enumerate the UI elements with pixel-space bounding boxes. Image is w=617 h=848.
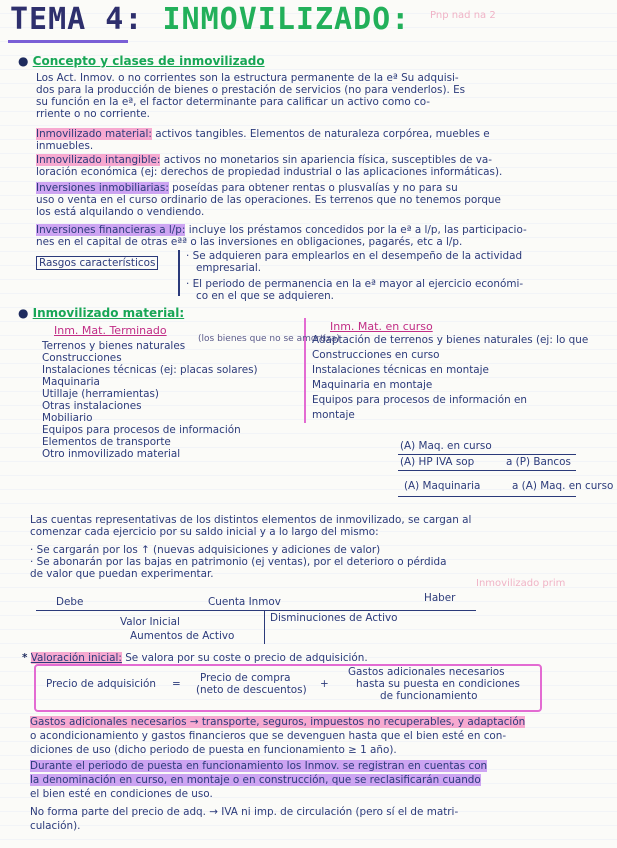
list-item: Instalaciones técnicas (ej: placas solares) — [42, 364, 258, 376]
brace — [178, 250, 180, 296]
text-line: inmuebles. — [36, 140, 94, 152]
section-heading: Inmovilizado material: — [32, 306, 185, 320]
section-valoracion — [22, 652, 368, 664]
highlight-text: Gastos adicionales necesarios → transporte, seguros, impuestos no recuperables, y adaptación — [30, 716, 526, 728]
text-line: culación). — [30, 820, 81, 832]
section-inmov-material — [18, 306, 184, 320]
entry-credit: a (P) Bancos — [506, 456, 571, 468]
section-heading: Valoración inicial: — [30, 652, 122, 664]
list-item: Construcciones — [42, 352, 122, 364]
list-item: Otro inmovilizado material — [42, 448, 181, 460]
asterisk-icon: * — [22, 652, 28, 664]
heading-text: Inm. Mat. en curso — [330, 320, 433, 333]
entry-rule — [398, 496, 576, 497]
formula-term: (neto de descuentos) — [196, 684, 307, 696]
bullet-icon: ● — [18, 54, 33, 68]
text-line: o acondicionamiento y gastos financieros que se devenguen hasta que el bien esté en con- — [30, 730, 507, 742]
definition-text: activos tangibles. Elementos de naturaleza corpórea, muebles e — [155, 128, 490, 140]
title-subject: INMOVILIZADO: — [162, 2, 411, 37]
entry-rule — [398, 454, 576, 455]
side-note: (los bienes que no se amortiza) — [198, 334, 340, 344]
text-line: comenzar cada ejercicio por su saldo inicial y a lo largo del mismo: — [30, 526, 379, 538]
formula-term: hasta su puesta en condiciones — [356, 678, 520, 690]
text-line — [30, 760, 487, 772]
haber-item: Disminuciones de Activo — [270, 612, 398, 624]
text-line: No forma parte del precio de adq. → IVA ni imp. de circulación (pero sí el de matri- — [30, 806, 459, 818]
formula-equals: = — [172, 678, 181, 690]
heading-text: Inm. Mat. Terminado — [54, 324, 167, 337]
formula-term: Precio de compra — [200, 672, 291, 684]
text-line: · Se adquieren para emplearlos en el desempeño de la actividad — [186, 250, 523, 262]
def-inversiones-financieras — [36, 224, 527, 236]
list-item: Instalaciones técnicas en montaje — [312, 364, 489, 376]
highlight-term: Inmovilizado intangible: — [36, 154, 161, 166]
list-item: Mobiliario — [42, 412, 93, 424]
list-item: montaje — [312, 409, 355, 421]
highlight-term: Inversiones inmobiliarias: — [36, 182, 169, 194]
formula-term: Gastos adicionales necesarios — [348, 666, 505, 678]
bleed-through-text: Pnp nad na 2 — [430, 10, 496, 21]
text-line: diciones de uso (dicho periodo de puesta en funcionamiento ≥ 1 año). — [30, 744, 397, 756]
list-item: Equipos para procesos de información en — [312, 394, 527, 406]
entry-debit: (A) Maquinaria — [404, 480, 481, 492]
highlight-text: la denominación en curso, en montaje o en construcción, que se reclasificarán cuando — [30, 774, 481, 786]
t-account-divider — [264, 610, 265, 644]
text-line: loración económica (ej: derechos de propiedad industrial o las aplicaciones informáticas). — [36, 166, 503, 178]
text-line: su función en la eª, el factor determinante para calificar un activo como co- — [36, 96, 431, 108]
highlight-term: Inmovilizado material: — [36, 128, 152, 140]
text-line: empresarial. — [196, 262, 262, 274]
def-inmov-intangible — [36, 154, 492, 166]
page-title — [10, 2, 410, 37]
text-line: · Se abonarán por las bajas en patrimonio (ej ventas), por el deterioro o pérdida — [30, 556, 447, 568]
text-line: de valor que puedan experimentar. — [30, 568, 214, 580]
title-topic: TEMA 4: — [10, 2, 144, 37]
list-item: Maquinaria — [42, 376, 100, 388]
text-line: nes en el capital de otras eªª o las inversiones en obligaciones, pagarés, etc a l/p. — [36, 236, 463, 248]
definition-text: poseídas para obtener rentas o plusvalías y no para su — [172, 182, 458, 194]
def-inversiones-inmobiliarias — [36, 182, 458, 194]
text-line — [30, 716, 525, 728]
list-item: Equipos para procesos de información — [42, 424, 241, 436]
bullet-icon: ● — [18, 306, 33, 320]
definition-text: activos no monetarios sin apariencia física, susceptibles de va- — [163, 154, 493, 166]
column-heading-terminado — [54, 324, 167, 337]
section-heading: Concepto y clases de inmovilizado — [32, 54, 265, 68]
entry-credit: a (A) Maq. en curso — [512, 480, 614, 492]
t-account-debe: Debe — [56, 596, 84, 608]
title-underline — [8, 40, 128, 43]
section-intro: Se valora por su coste o precio de adquisición. — [125, 652, 368, 664]
text-line: co en el que se adquieren. — [196, 290, 334, 302]
section-concepto — [18, 54, 265, 68]
text-line: dos para la producción de bienes o prestación de servicios (no para venderlos). Es — [36, 84, 466, 96]
t-account-name: Cuenta Inmov — [208, 596, 281, 608]
debe-item: Valor Inicial — [120, 616, 180, 628]
list-item: Utillaje (herramientas) — [42, 388, 159, 400]
text-line: el bien esté en condiciones de uso. — [30, 788, 213, 800]
text-line: uso o venta en el curso ordinario de las operaciones. Es terrenos que no tenemos porque — [36, 194, 501, 206]
highlight-text: Durante el periodo de puesta en funcionamiento los Inmov. se registran en cuentas con — [30, 760, 488, 772]
text-line: · Se cargarán por los ↑ (nuevas adquisiciones y adiciones de valor) — [30, 544, 381, 556]
list-item: Adaptación de terrenos y bienes naturales (ej: lo que — [312, 334, 589, 346]
entry-debit: (A) Maq. en curso — [400, 440, 492, 452]
text-line: · El periodo de permanencia en la eª mayor al ejercicio económi- — [186, 278, 524, 290]
text-line: Los Act. Inmov. o no corrientes son la estructura permanente de la eª Su adquisi- — [36, 72, 459, 84]
entry-debit: (A) HP IVA sop — [400, 456, 475, 468]
text-line: rriente o no corriente. — [36, 108, 150, 120]
t-account-haber: Haber — [424, 592, 456, 604]
formula-label: Precio de adquisición — [46, 678, 156, 690]
def-inmov-material — [36, 128, 490, 140]
entry-rule — [398, 470, 576, 471]
highlight-term: Inversiones financieras a l/p: — [36, 224, 186, 236]
debe-item: Aumentos de Activo — [130, 630, 235, 642]
list-item: Elementos de transporte — [42, 436, 171, 448]
t-account-rule — [36, 610, 476, 611]
bleed-through-text: Inmovilizado prim — [476, 578, 566, 589]
text-line — [30, 774, 481, 786]
column-heading-en-curso — [330, 320, 433, 333]
definition-text: incluye los préstamos concedidos por la eª a l/p, las participacio- — [188, 224, 527, 236]
list-item: Construcciones en curso — [312, 349, 440, 361]
formula-plus: + — [320, 678, 329, 690]
text-line: Las cuentas representativas de los distintos elementos de inmovilizado, se cargan al — [30, 514, 472, 526]
list-item: Maquinaria en montaje — [312, 379, 433, 391]
formula-term: de funcionamiento — [380, 690, 478, 702]
list-item: Otras instalaciones — [42, 400, 142, 412]
list-item: Terrenos y bienes naturales — [42, 340, 186, 352]
rasgos-label: Rasgos característicos — [36, 256, 158, 270]
text-line: los está alquilando o vendiendo. — [36, 206, 205, 218]
